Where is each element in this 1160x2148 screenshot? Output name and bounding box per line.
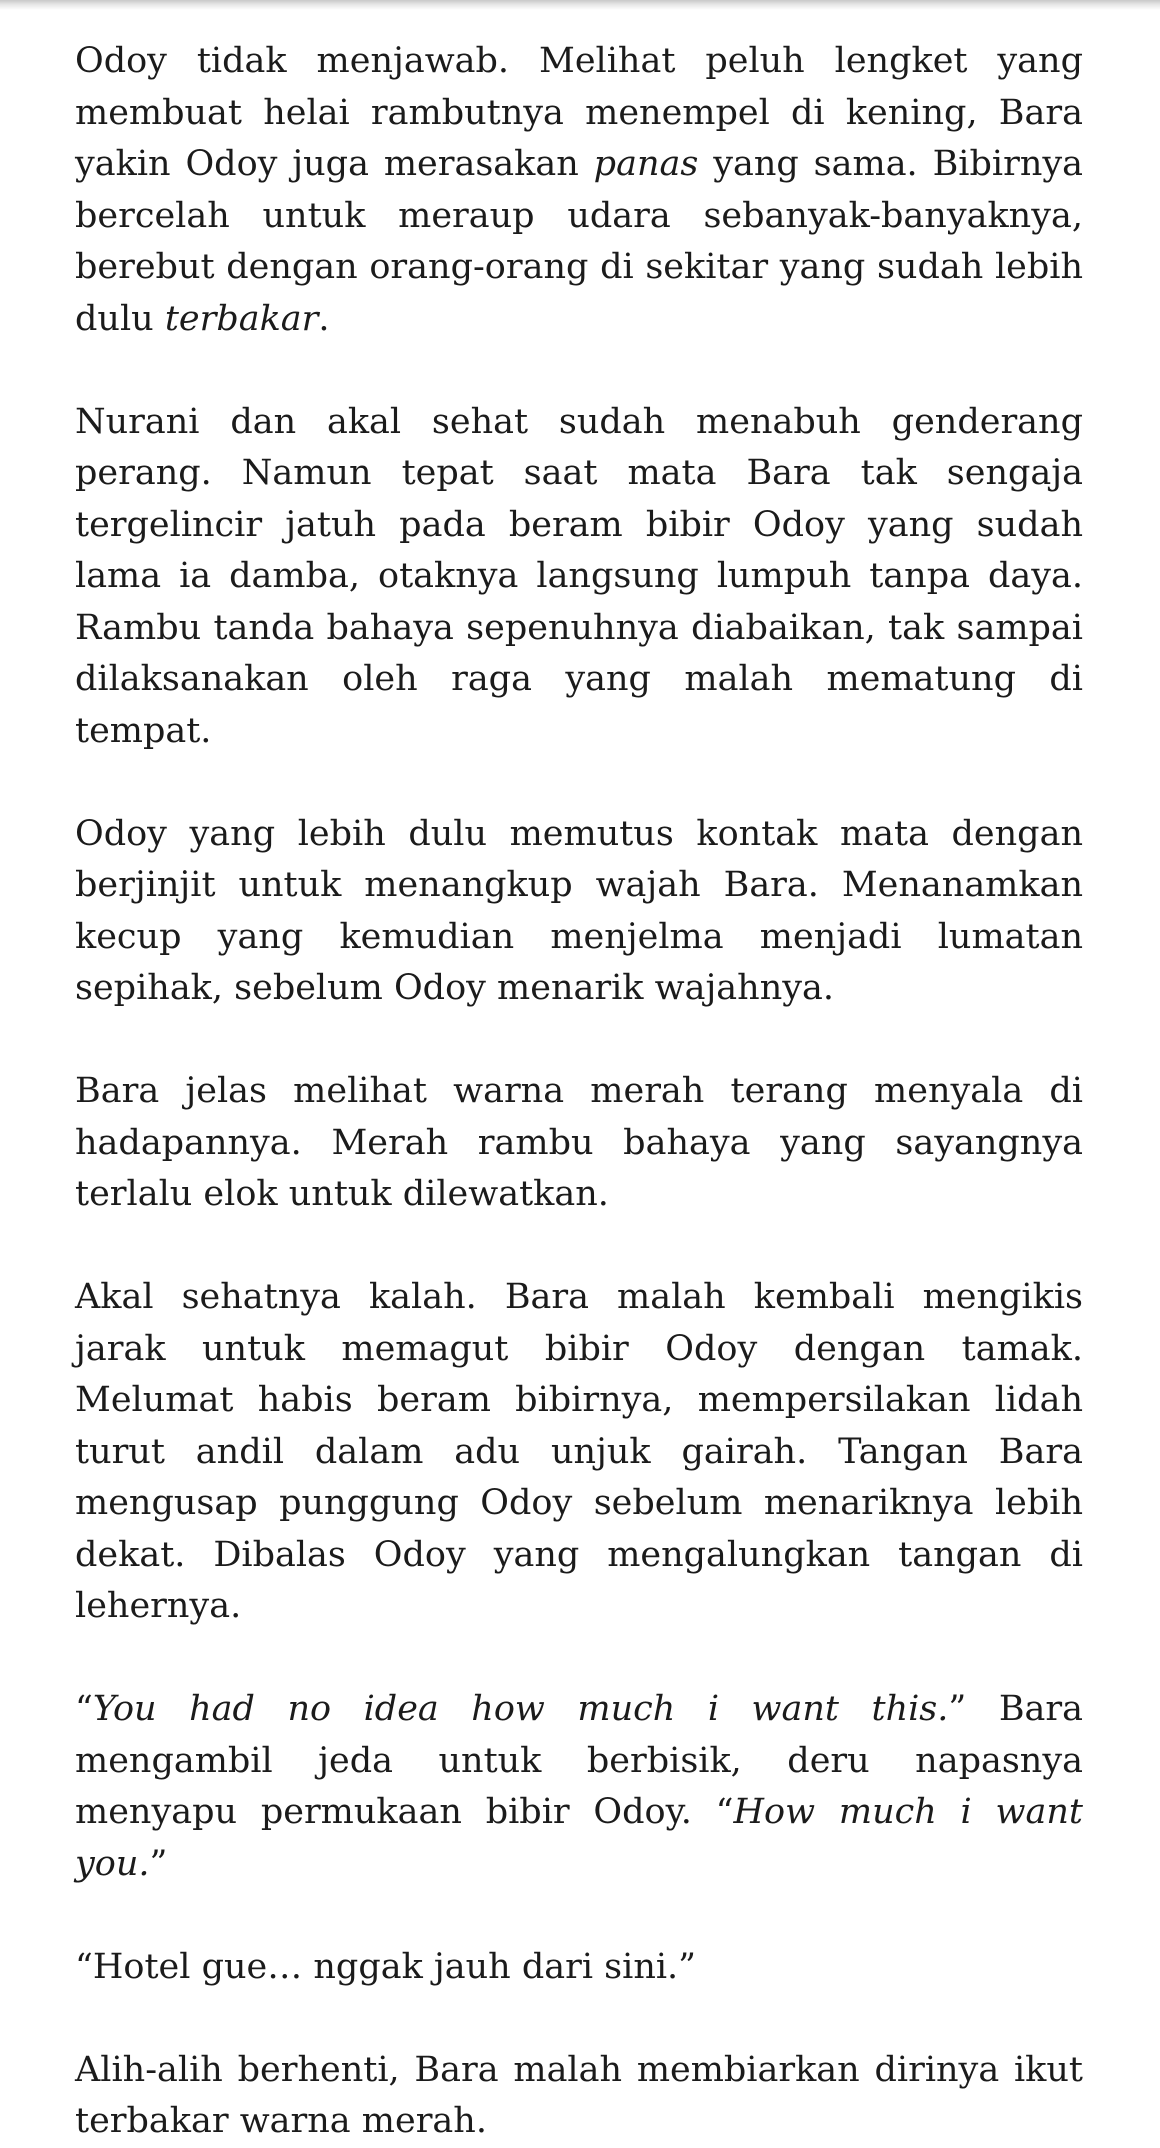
- p1-text-c: yang sama. Bibirnya bercelah untuk meraup udara sebanyak-banyaknya, berebut dengan orang-orang di sekitar yang sudah lebih dulu: [75, 144, 1083, 339]
- p1-italic-panas: panas: [593, 144, 699, 184]
- paragraph-8: Alih-alih berhenti, Bara malah membiarkan dirinya ikut terbakar warna merah.: [75, 2049, 1083, 2141]
- p6-italic-dialogue-2: How much i want you.: [75, 1792, 1083, 1884]
- paragraph-5: Akal sehatnya kalah. Bara malah kembali mengikis jarak untuk memagut bibir Odoy dengan tamak. Melumat habis beram bibirnya, mempersilakan lidah turut andil dalam adu unjuk gairah. Tangan Bara mengusap punggung Odoy sebelum menariknya lebih dekat. Dibalas Odoy yang mengalungkan tangan di lehernya.: [75, 1277, 1083, 1626]
- paragraph-2: Nurani dan akal sehat sudah menabuh genderang perang. Namun tepat saat mata Bara tak sengaja tergelincir jatuh pada beram bibir Odoy yang sudah lama ia damba, otaknya langsung lumpuh tanpa daya. Rambu tanda bahaya sepenuhnya diabaikan, tak sampai dilaksanakan oleh raga yang malah mematung di tempat.: [75, 401, 1083, 751]
- p6-open-quote: “: [75, 1689, 93, 1729]
- paragraph-4: Bara jelas melihat warna merah terang menyala di hadapannya. Merah rambu bahaya yang sayangnya terlalu elok untuk dilewatkan.: [75, 1071, 1083, 1214]
- paragraph-6: [75, 1684, 1083, 1890]
- p1-italic-terbakar: terbakar: [164, 298, 319, 339]
- paragraph-1: [75, 36, 1083, 345]
- p6-text-c: ” Bara mengambil jeda untuk berbisik, deru napasnya menyapu permukaan bibir Odoy. “: [75, 1689, 1083, 1832]
- p6-close-quote: ”: [149, 1843, 168, 1884]
- reader-page: [75, 36, 1083, 2148]
- top-shadow: [0, 0, 1160, 10]
- p1-text-e: .: [318, 298, 330, 339]
- paragraph-7: “Hotel gue… nggak jauh dari sini.”: [75, 1946, 697, 1987]
- paragraph-3: Odoy yang lebih dulu memutus kontak mata dengan berjinjit untuk menangkup wajah Bara. Menanamkan kecup yang kemudian menjelma menjadi lumatan sepihak, sebelum Odoy menarik wajahnya.: [75, 813, 1083, 1008]
- p6-italic-dialogue-1: You had no idea how much i want this.: [92, 1689, 949, 1729]
- p1-text-a: Odoy tidak menjawab. Melihat peluh lengket yang membuat helai rambutnya menempel di kening, Bara yakin Odoy juga merasakan: [75, 41, 1083, 184]
